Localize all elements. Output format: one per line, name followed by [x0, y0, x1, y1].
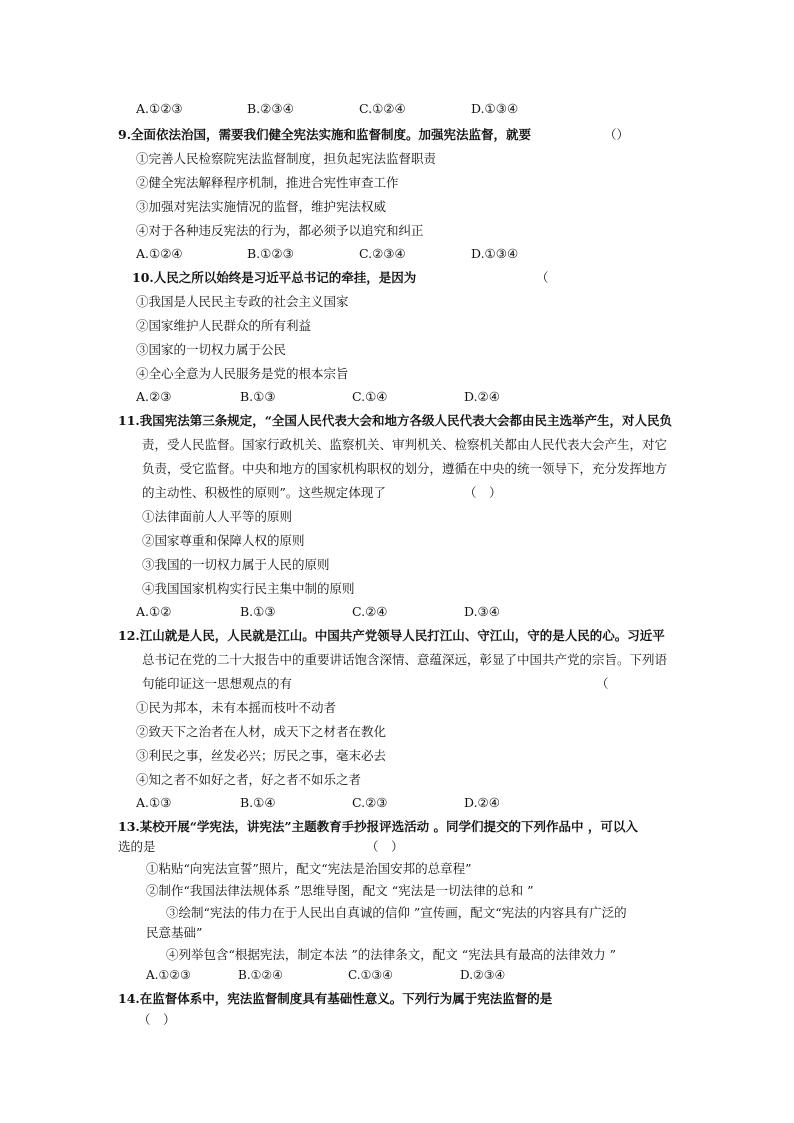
q11-item-4: ④我国国家机构实行民主集中制的原则 [142, 581, 355, 596]
option-a: A.②③ [136, 389, 172, 404]
option-b: B.①②④ [238, 968, 283, 982]
q11-item-1: ①法律面前人人平等的原则 [142, 509, 293, 524]
option-c: C.②③④ [359, 246, 406, 261]
option-a: A.①②③ [136, 101, 183, 116]
q12-item-3: ③利民之事，丝发必兴；厉民之事，毫末必去 [136, 748, 387, 763]
q10-item-2: ②国家维护人民群众的所有利益 [136, 318, 312, 333]
option-b: B.①②③ [247, 246, 294, 261]
q9-item-3: ③加强对宪法实施情况的监督，维护宪法权威 [136, 199, 387, 214]
q12-item-4: ④知之者不如好之者，好之者不如乐之者 [136, 772, 362, 787]
q13-item-4: ④列举包含“根据宪法，制定本法 ”的法律条文，配文 “宪法具有最高的法律效力 ” [166, 947, 616, 962]
option-a: A.①②④ [136, 246, 183, 261]
option-c: C.②④ [352, 604, 388, 619]
option-b: B.①③ [240, 604, 276, 619]
question-11-stem-line-3: 负责，受它监督。中央和地方的国家机构职权的划分，遵循在中央的统一领导下，充分发挥地方 [142, 461, 668, 476]
q13-item-3-cont: 民意基础” [146, 925, 203, 940]
option-a: A.①② [136, 604, 172, 619]
q9-item-2: ②健全宪法解释程序机制，推进合宪性审查工作 [136, 175, 399, 190]
q13-item-1: ①粘贴“向宪法宣誓”照片，配文“宪法是治国安邦的总章程” [146, 861, 472, 876]
q12-item-1: ①民为邦本，未有本摇而枝叶不动者 [136, 700, 337, 715]
question-10-stem: 10.人民之所以始终是习近平总书记的牵挂，是因为 [132, 270, 417, 285]
question-9-stem: 9.全面依法治国，需要我们健全宪法实施和监督制度。加强宪法监督，就要 [118, 127, 532, 142]
option-d: D.③④ [464, 604, 500, 619]
answer-bracket-q11: （ ） [464, 485, 502, 500]
option-c: C.①②④ [359, 101, 406, 116]
q11-item-2: ②国家尊重和保障人权的原则 [142, 533, 305, 548]
option-d: D.①③④ [471, 101, 519, 116]
option-b: B.①③ [240, 389, 276, 404]
question-13-stem-line-2: 选的是 [118, 839, 156, 854]
answer-bracket-q14: （ ） [138, 1012, 176, 1027]
option-d: D.②④ [464, 795, 500, 810]
q11-item-3: ③我国的一切权力属于人民的原则 [142, 557, 330, 572]
option-c: C.①④ [352, 389, 388, 404]
question-12-stem-line-1: 12.江山就是人民，人民就是江山。中国共产党领导人民打江山、守江山，守的是人民的心。习近平 [118, 628, 665, 643]
option-d: D.②③④ [460, 968, 506, 982]
q12-item-2: ②致天下之治者在人材，成天下之材者在教化 [136, 724, 387, 739]
q10-item-4: ④全心全意为人民服务是党的根本宗旨 [136, 366, 349, 381]
option-a: A.①②③ [146, 968, 191, 982]
option-b: B.②③④ [247, 101, 294, 116]
option-d: D.①③④ [471, 246, 519, 261]
question-11-stem-line-2: 责，受人民监督。国家行政机关、监察机关、审判机关、检察机关都由人民代表大会产生，对它 [142, 437, 668, 452]
option-c: C.①③④ [348, 968, 393, 982]
question-12-stem-line-2: 总书记在党的二十大报告中的重要讲话饱含深情、意蕴深远，彰显了中国共产党的宗旨。下列语 [142, 652, 668, 667]
option-b: B.①④ [240, 795, 276, 810]
answer-bracket-q9: （） [604, 127, 630, 142]
question-14-stem: 14.在监督体系中，宪法监督制度具有基础性意义。下列行为属于宪法监督的是 [118, 991, 553, 1006]
q13-item-2: ②制作“我国法律法规体系 ”思维导图，配文 “宪法是一切法律的总和 ” [146, 883, 534, 898]
q9-item-4: ④对于各种违反宪法的行为，都必须予以追究和纠正 [136, 223, 424, 238]
question-12-stem-line-3: 句能印证这一思想观点的有 [142, 676, 293, 691]
option-d: D.②④ [464, 389, 500, 404]
q13-item-3: ③绘制“宪法的伟力在于人民出自真诚的信仰 ”宣传画，配文“宪法的内容具有广泛的 [166, 905, 627, 920]
option-a: A.①③ [136, 795, 172, 810]
question-11-stem-line-4: 的主动性、积极性的原则”。这些规定体现了 [142, 485, 386, 500]
answer-bracket-q12: （ [596, 676, 609, 691]
question-11-stem-line-1: 11.我国宪法第三条规定，“全国人民代表大会和地方各级人民代表大会都由民主选举产生，对人民负 [118, 413, 672, 428]
q10-item-1: ①我国是人民民主专政的社会主义国家 [136, 294, 349, 309]
answer-bracket-q10: （ [536, 270, 549, 285]
answer-bracket-q13: （ ） [366, 839, 404, 854]
question-13-stem-line-1: 13.某校开展“学宪法，讲宪法”主题教育手抄报评选活动 。同学们提交的下列作品中 ，可以入 [118, 819, 638, 834]
q10-item-3: ③国家的一切权力属于公民 [136, 342, 287, 357]
option-c: C.②③ [352, 795, 388, 810]
q9-item-1: ①完善人民检察院宪法监督制度，担负起宪法监督职责 [136, 151, 437, 166]
